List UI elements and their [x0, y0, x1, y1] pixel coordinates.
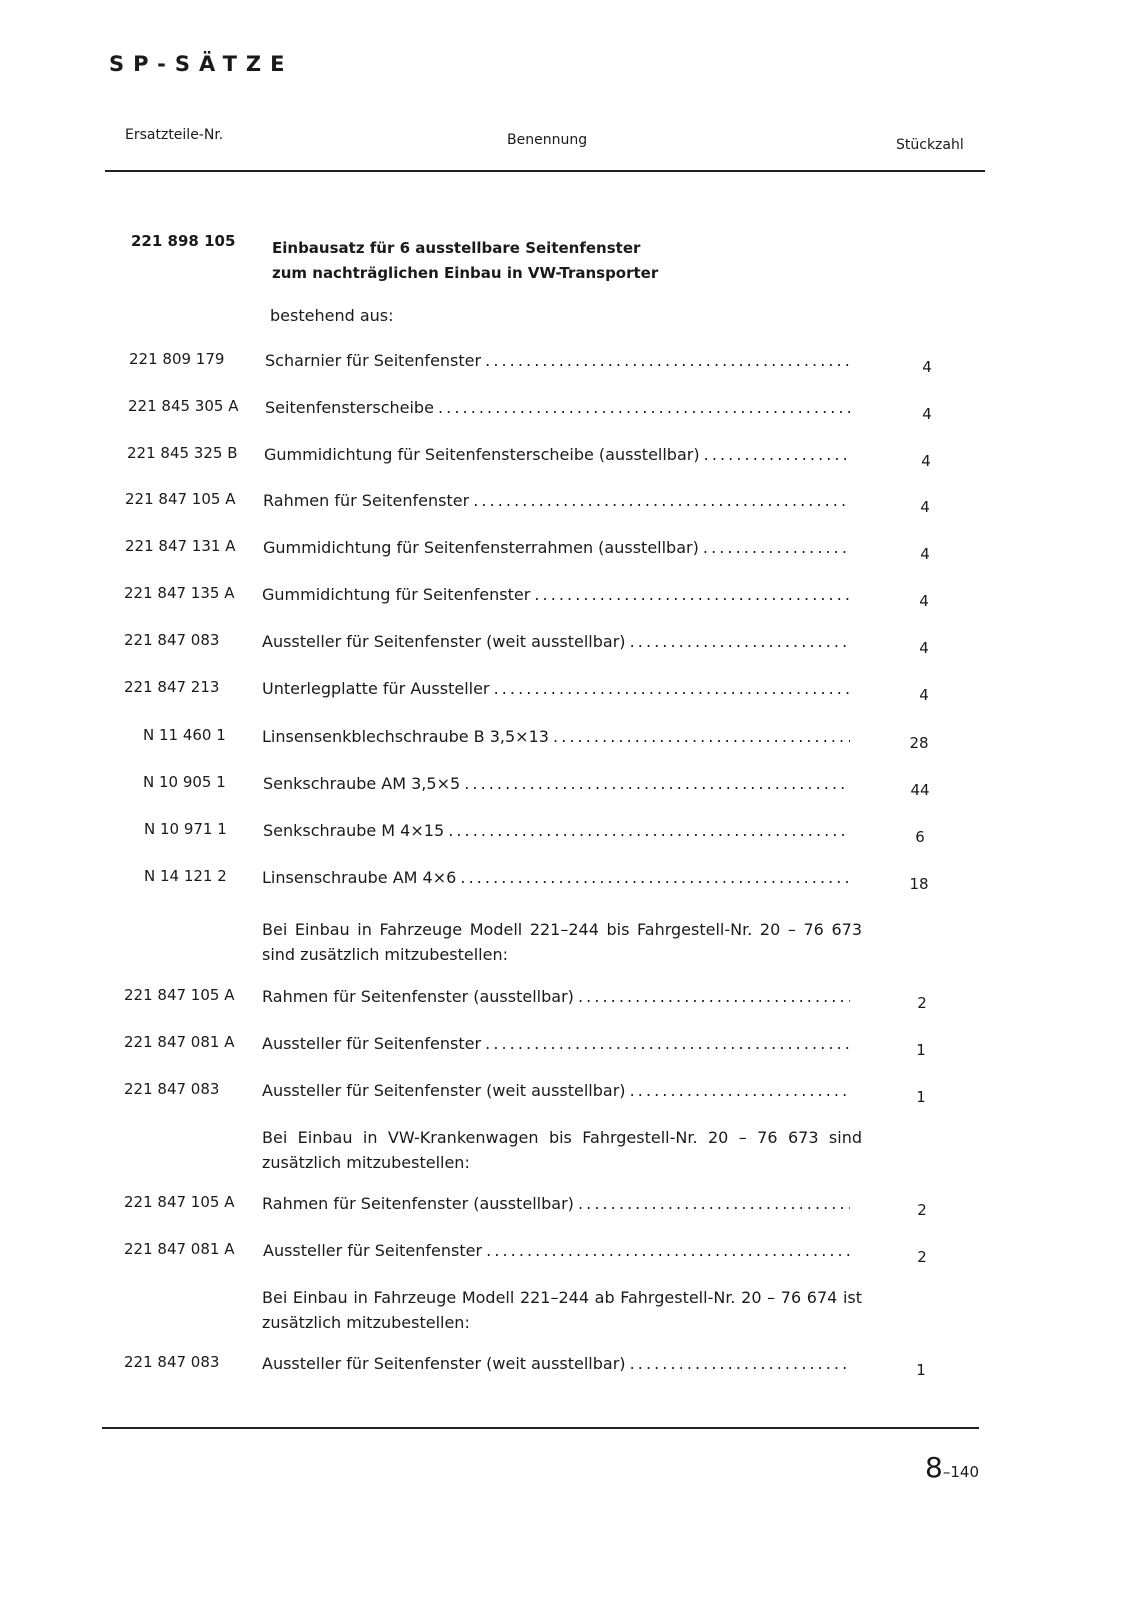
quantity: 4	[919, 639, 929, 657]
kit-title-line-1: Einbausatz für 6 ausstellbare Seitenfenster	[272, 239, 641, 257]
column-header-part-no: Ersatzteile-Nr.	[125, 127, 224, 143]
part-number: 221 847 105 A	[124, 986, 235, 1004]
quantity: 1	[916, 1361, 926, 1379]
header-rule	[105, 170, 985, 172]
part-number: 221 847 083	[124, 1080, 220, 1098]
quantity: 4	[919, 686, 929, 704]
quantity: 28	[909, 734, 929, 752]
consisting-of-label: bestehend aus:	[270, 306, 394, 325]
part-description: Scharnier für Seitenfenster . . .	[265, 351, 850, 370]
page-number-main: 8	[925, 1451, 943, 1484]
quantity: 6	[915, 828, 925, 846]
note-1: Bei Einbau in Fahrzeuge Modell 221–244 bis Fahrgestell-Nr. 20 – 76 673 sind zusätzlich mitzubestellen:	[262, 920, 862, 964]
quantity: 1	[916, 1088, 926, 1106]
kit-title	[272, 236, 658, 286]
note-2: Bei Einbau in VW-Krankenwagen bis Fahrgestell-Nr. 20 – 76 673 sind zusätzlich mitzubestellen:	[262, 1128, 862, 1172]
quantity: 4	[919, 592, 929, 610]
part-description: Seitenfensterscheibe . . .	[265, 398, 850, 417]
part-description: Rahmen für Seitenfenster (ausstellbar) . . .	[262, 1194, 850, 1213]
part-number: 221 847 105 A	[125, 490, 236, 508]
page-title: SP-SÄTZE	[109, 52, 294, 76]
note-3: Bei Einbau in Fahrzeuge Modell 221–244 ab Fahrgestell-Nr. 20 – 76 674 ist zusätzlich mitzubestellen:	[262, 1288, 862, 1332]
quantity: 2	[917, 1248, 927, 1266]
quantity: 4	[922, 358, 932, 376]
kit-title-line-2: zum nachträglichen Einbau in VW-Transporter	[272, 264, 659, 282]
part-description: Linsenschraube AM 4×6 . . .	[262, 868, 850, 887]
part-description: Linsensenkblechschraube B 3,5×13 . . .	[262, 727, 850, 746]
footer-rule	[102, 1427, 979, 1429]
part-description: Unterlegplatte für Aussteller . . .	[262, 679, 850, 698]
part-description: Aussteller für Seitenfenster . . .	[262, 1034, 850, 1053]
part-number: 221 809 179	[129, 350, 225, 368]
part-number: N 10 971 1	[144, 820, 227, 838]
quantity: 18	[909, 875, 929, 893]
part-description: Aussteller für Seitenfenster (weit ausstellbar) . . .	[262, 1081, 850, 1100]
part-description: Gummidichtung für Seitenfenster . . .	[262, 585, 850, 604]
part-number: N 11 460 1	[143, 726, 226, 744]
quantity: 1	[916, 1041, 926, 1059]
part-number: 221 847 131 A	[125, 537, 236, 555]
part-number: 221 847 081 A	[124, 1240, 235, 1258]
part-number: 221 847 135 A	[124, 584, 235, 602]
quantity: 2	[917, 994, 927, 1012]
part-description: Rahmen für Seitenfenster (ausstellbar) . . .	[262, 987, 850, 1006]
quantity: 4	[920, 545, 930, 563]
quantity: 4	[922, 405, 932, 423]
page-number	[925, 1451, 979, 1484]
part-number: 221 845 305 A	[128, 397, 239, 415]
part-description: Senkschraube AM 3,5×5 . . .	[263, 774, 850, 793]
quantity: 4	[920, 498, 930, 516]
part-description: Aussteller für Seitenfenster (weit ausstellbar) . . .	[262, 1354, 850, 1373]
part-number: N 10 905 1	[143, 773, 226, 791]
part-description: Senkschraube M 4×15 . . .	[263, 821, 850, 840]
part-number: 221 847 083	[124, 1353, 220, 1371]
kit-part-number: 221 898 105	[131, 232, 236, 250]
part-number: 221 847 081 A	[124, 1033, 235, 1051]
part-description: Gummidichtung für Seitenfensterrahmen (ausstellbar) . . .	[263, 538, 850, 557]
part-number: 221 847 083	[124, 631, 220, 649]
part-number: 221 845 325 B	[127, 444, 238, 462]
column-header-qty: Stückzahl	[896, 137, 964, 153]
part-number: 221 847 213	[124, 678, 220, 696]
part-number: N 14 121 2	[144, 867, 227, 885]
quantity: 4	[921, 452, 931, 470]
column-header-name: Benennung	[507, 132, 588, 148]
quantity: 44	[910, 781, 930, 799]
page-number-sub: –140	[942, 1463, 979, 1481]
part-description: Gummidichtung für Seitenfensterscheibe (ausstellbar) . . .	[264, 445, 850, 464]
quantity: 2	[917, 1201, 927, 1219]
part-number: 221 847 105 A	[124, 1193, 235, 1211]
part-description: Rahmen für Seitenfenster . . .	[263, 491, 850, 510]
part-description: Aussteller für Seitenfenster (weit ausstellbar) . . .	[262, 632, 850, 651]
part-description: Aussteller für Seitenfenster . . .	[263, 1241, 850, 1260]
